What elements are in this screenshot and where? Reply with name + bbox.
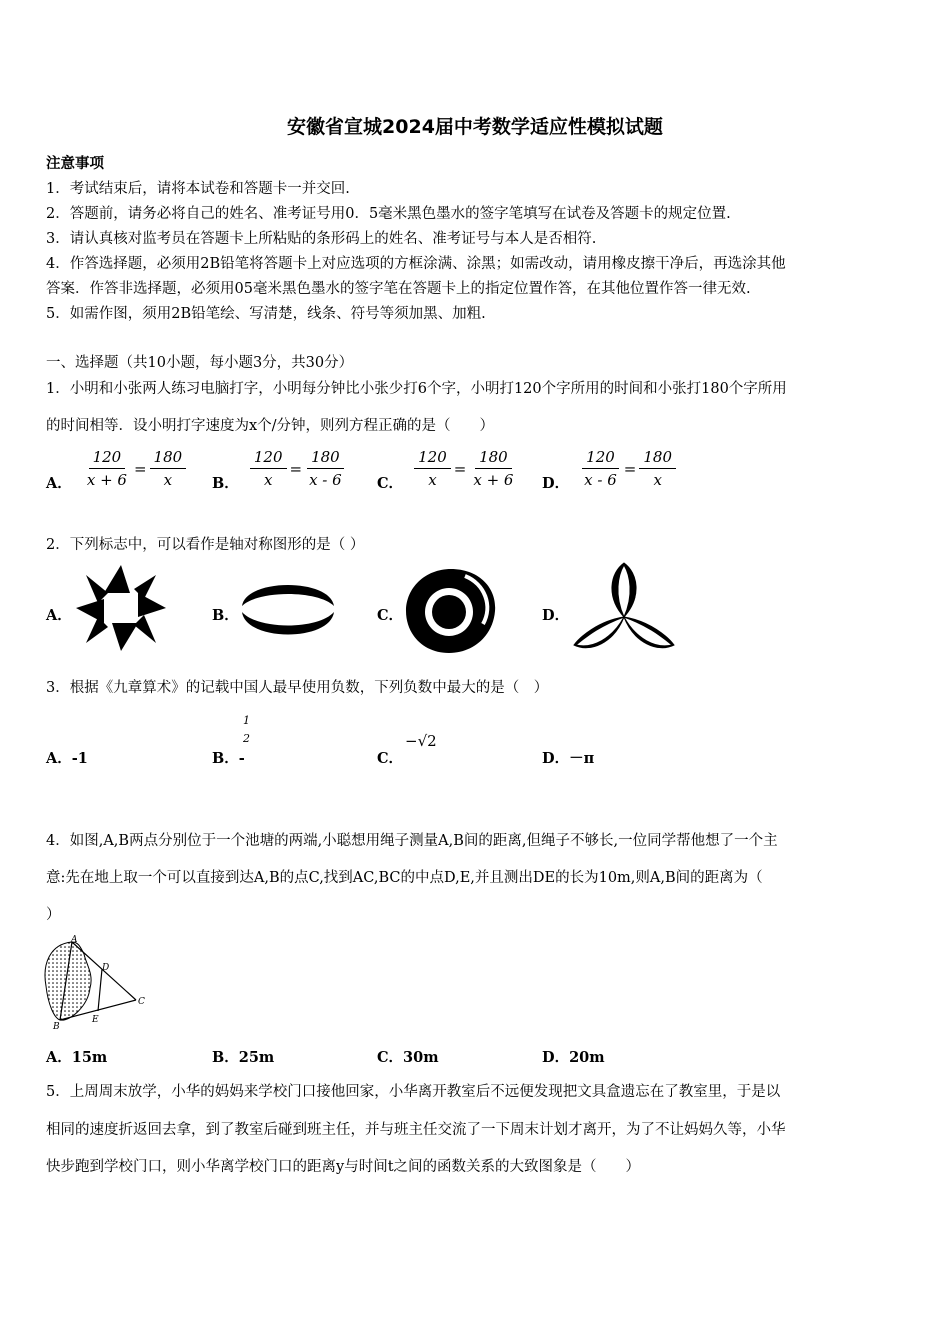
notice-heading: 注意事项 — [46, 155, 104, 172]
logo-ring-icon — [403, 566, 499, 656]
equation: $\frac{120}{x + 6}$ = $\frac{180}{x}$ — [83, 446, 186, 491]
equation: $\frac{120}{x - 6}$ = $\frac{180}{x}$ — [580, 446, 676, 491]
pond-triangle-diagram — [40, 934, 150, 1032]
q4-option-c[interactable]: C．30m — [377, 1049, 439, 1066]
question-4-text: 意:先在地上取一个可以直接到达A,B的点C,找到AC,BC的中点D,E,并且测出DE的长为10m,则A,B间的距离为（ — [46, 870, 763, 886]
point-b-label: B — [53, 1022, 60, 1032]
question-5-text: 快步跑到学校门口，则小华离学校门口的距离y与时间t之间的函数关系的大致图象是（ ） — [46, 1159, 641, 1175]
question-2-text: 2．下列标志中，可以看作是轴对称图形的是（ ） — [46, 537, 365, 553]
q4-option-d[interactable]: D．20m — [542, 1049, 605, 1066]
q2-option-c-label[interactable]: C． — [377, 607, 404, 624]
q1-option-d[interactable]: D． $\frac{120}{x - 6}$ = $\frac{180}{x}$ — [542, 446, 676, 491]
notice-item: 2．答题前，请务必将自己的姓名、准考证号用0．5毫米黑色墨水的签字笔填写在试卷及答题卡的规定位置. — [46, 206, 731, 222]
logo-three-petals-icon — [570, 561, 678, 657]
notice-item: 3．请认真核对监考员在答题卡上所粘贴的条形码上的姓名、准考证号与本人是否相符. — [46, 231, 597, 247]
q3-option-d[interactable]: D．－π — [542, 750, 595, 767]
question-1-text: 1．小明和小张两人练习电脑打字，小明每分钟比小张少打6个字，小明打120个字所用的时间和小张打180个字所用 — [46, 381, 787, 397]
segment-de — [98, 969, 102, 1011]
section-heading: 一、选择题（共10小题，每小题3分，共30分） — [46, 355, 354, 371]
q4-option-a[interactable]: A．15m — [46, 1049, 108, 1066]
point-c-label: C — [138, 997, 145, 1007]
question-4-text: ） — [46, 907, 61, 923]
notice-item: 1．考试结束后，请将本试卷和答题卡一并交回. — [46, 181, 350, 197]
point-a-label: A — [71, 935, 78, 945]
question-4-text: 4．如图,A,B两点分别位于一个池塘的两端,小聪想用绳子测量A,B间的距离,但绳子不够长,一位同学帮他想了一个主 — [46, 833, 778, 849]
notice-item: 答案．作答非选择题，必须用05毫米黑色墨水的签字笔在答题卡上的指定位置作答，在其他位置作答一律无效. — [46, 281, 751, 297]
point-d-label: D — [102, 963, 110, 973]
page-title: 安徽省宣城2024届中考数学适应性模拟试题 — [287, 116, 663, 138]
notice-item: 5．如需作图，须用2B铅笔绘、写清楚，线条、符号等须加黑、加粗. — [46, 306, 486, 322]
equation: $\frac{120}{x}$ = $\frac{180}{x - 6}$ — [250, 446, 346, 491]
q3-option-a[interactable]: A．-1 — [46, 750, 88, 767]
notice-item: 4．作答选择题，必须用2B铅笔将答题卡上对应选项的方框涂满、涂黑；如需改动，请用橡皮擦干净后，再选涂其他 — [46, 256, 786, 272]
logo-two-arcs-icon — [238, 572, 338, 646]
q4-option-b[interactable]: B．25m — [212, 1049, 275, 1066]
q2-option-a-label[interactable]: A． — [46, 607, 72, 624]
question-5-text: 相同的速度折返回去拿，到了教室后碰到班主任，并与班主任交流了一下周末计划才离开，为了不让妈妈久等，小华 — [46, 1122, 786, 1138]
question-3-text: 3．根据《九章算术》的记载中国人最早使用负数，下列负数中最大的是（ ） — [46, 680, 549, 696]
logo-four-stars-icon — [74, 563, 168, 653]
question-5-text: 5．上周周末放学，小华的妈妈来学校门口接他回家，小华离开教室后不远便发现把文具盒遗忘在了教室里，于是以 — [46, 1084, 781, 1100]
q1-option-b[interactable]: B． $\frac{120}{x}$ = $\frac{180}{x - 6}$ — [212, 446, 346, 491]
equation: $\frac{120}{x}$ = $\frac{180}{x + 6}$ — [414, 446, 517, 491]
q2-option-d-label[interactable]: D． — [542, 607, 570, 624]
q1-option-c[interactable]: C． $\frac{120}{x}$ = $\frac{180}{x + 6}$ — [377, 446, 517, 491]
q1-option-a[interactable]: A． $\frac{120}{x + 6}$ = $\frac{180}{x}$ — [46, 446, 186, 491]
q2-option-b-label[interactable]: B． — [212, 607, 239, 624]
point-e-label: E — [92, 1015, 99, 1025]
question-1-text: 的时间相等．设小明打字速度为x个/分钟，则列方程正确的是（ ） — [46, 418, 495, 434]
